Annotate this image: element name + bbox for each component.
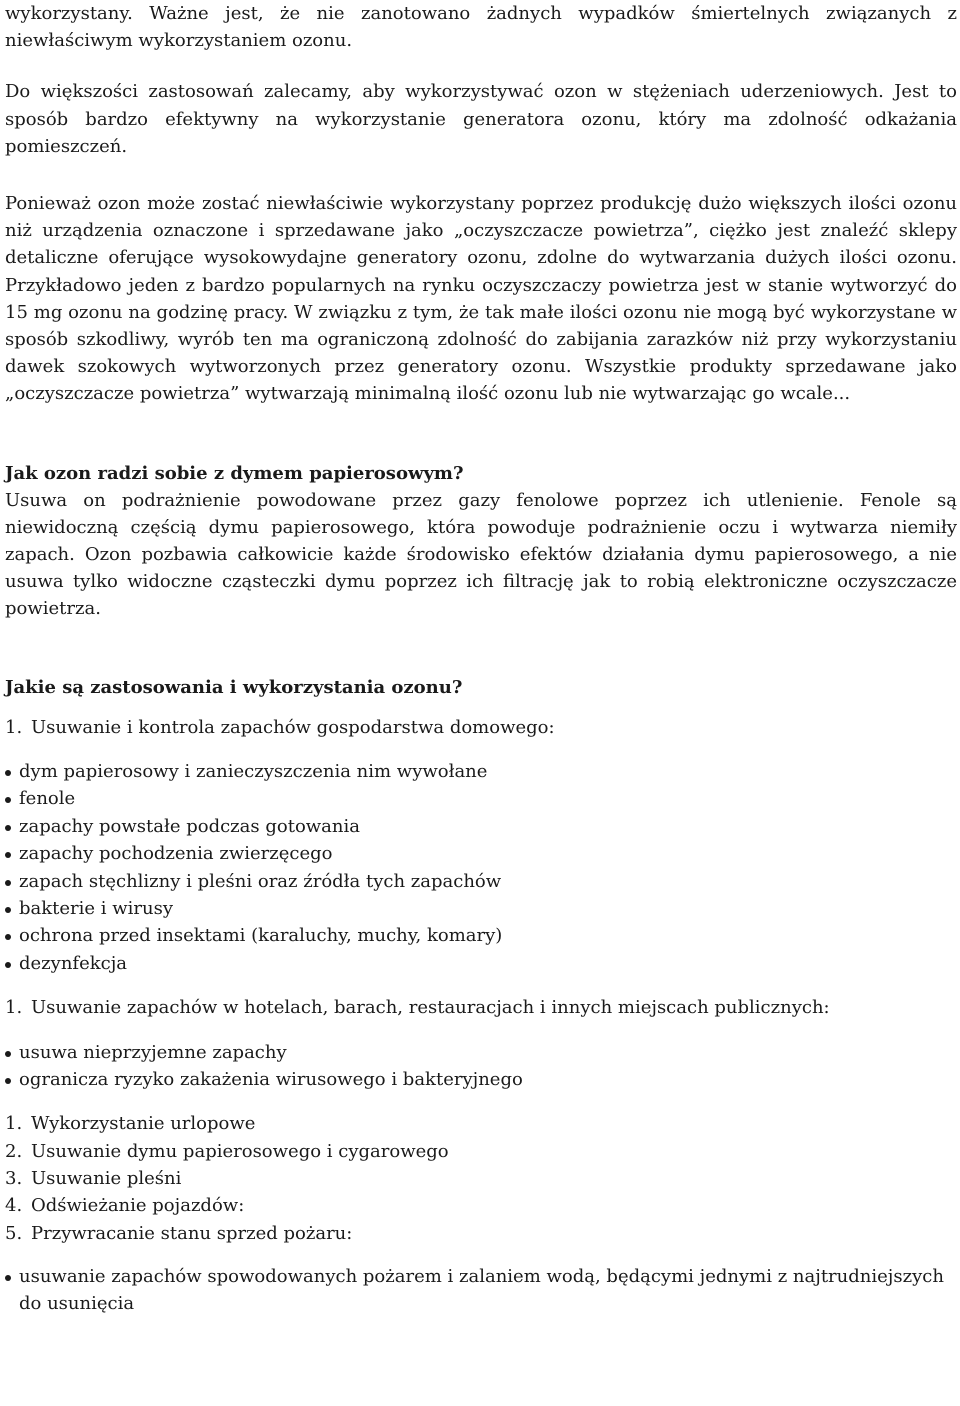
list-item: zapachy pochodzenia zwierzęcego <box>5 840 957 867</box>
numbered-list <box>5 1110 957 1246</box>
item-text: Przywracanie stanu sprzed pożaru: <box>31 1222 353 1244</box>
heading-cigarette-smoke: Jak ozon radzi sobie z dymem papierosowym? <box>5 462 464 484</box>
document-page <box>5 0 957 1318</box>
numbered-item <box>5 1110 957 1137</box>
item-text: Usuwanie dymu papierosowego i cygarowego <box>31 1140 449 1162</box>
list-item: dym papierosowy i zanieczyszczenia nim wywołane <box>5 758 957 785</box>
list-item: dezynfekcja <box>5 950 957 977</box>
list-item: zapach stęchlizny i pleśni oraz źródła tych zapachów <box>5 868 957 895</box>
list-item: fenole <box>5 785 957 812</box>
item-text: Odświeżanie pojazdów: <box>31 1195 245 1217</box>
item-number: 4. <box>5 1195 23 1217</box>
item-text: Usuwanie pleśni <box>31 1167 182 1189</box>
numbered-item <box>5 1165 957 1192</box>
list-item: usuwanie zapachów spowodowanych pożarem i zalaniem wodą, będącymi jednymi z najtrudniejszych do usunięcia <box>5 1263 957 1318</box>
list-item: ochrona przed insektami (karaluchy, muchy, komary) <box>5 922 957 949</box>
paragraph-cigarette-smoke: Usuwa on podrażnienie powodowane przez gazy fenolowe poprzez ich utlenienie. Fenole są niewidoczną częścią dymu papierosowego, która powoduje podrażnienie oczu i wytwarza niemiły zapach. Ozon pozbawia całkowicie każde środowisko efektów działania dymu papierosowego, a nie usuwa tylko widoczne cząsteczki dymu poprzez ich filtrację jak to robią elektroniczne oczyszczacze powietrza. <box>5 489 957 620</box>
list-item: zapachy powstałe podczas gotowania <box>5 813 957 840</box>
item-number: 1. <box>5 997 23 1019</box>
list-item: ogranicza ryzyko zakażenia wirusowego i bakteryjnego <box>5 1066 957 1093</box>
numbered-item <box>5 1220 957 1247</box>
item-number: 5. <box>5 1222 23 1244</box>
item-text: Wykorzystanie urlopowe <box>31 1113 256 1135</box>
bullet-list-household <box>5 758 957 977</box>
paragraph-air-purifiers: Ponieważ ozon może zostać niewłaściwie wykorzystany poprzez produkcję dużo większych ilości ozonu niż urządzenia oznaczone i sprzedawane jako „oczyszczacze powietrza”, ciężko jest znaleźć sklepy detaliczne oferujące wysokowydajne generatory ozonu, zdolne do wytwarzania dużych ilości ozonu. Przykładowo jeden z bardzo popularnych na rynku oczyszczaczy powietrza jest w stanie wytworzyć do 15 mg ozonu na godzinę pracy. W związku z tym, że tak małe ilości ozonu nie mogą być wykorzystane w sposób szkodliwy, wyrób ten ma ograniczoną zdolność do zabijania zarazków niż przy wykorzystaniu dawek szokowych wytworzonych przez generatory ozonu. Wszystkie produkty sprzedawane jako „oczyszczacze powietrza” wytwarzają minimalną ilość ozonu lub nie wytwarzając go wcale... <box>5 193 957 405</box>
bullet-list-fire-restoration <box>5 1263 957 1318</box>
paragraph-shock-concentration: Do większości zastosowań zalecamy, aby wykorzystywać ozon w stężeniach uderzeniowych. Jest to sposób bardzo efektywny na wykorzystanie generatora ozonu, który ma zdolność odkażania pomieszczeń. <box>5 81 957 157</box>
paragraph-intro-tail: wykorzystany. Ważne jest, że nie zanotowano żadnych wypadków śmiertelnych związanych z niewłaściwym wykorzystaniem ozonu. <box>5 3 957 52</box>
list-item: usuwa nieprzyjemne zapachy <box>5 1039 957 1066</box>
numbered-item <box>5 1192 957 1219</box>
numbered-item <box>5 1138 957 1165</box>
item-number: 3. <box>5 1167 23 1189</box>
item-number: 2. <box>5 1140 23 1162</box>
numbered-item-household <box>5 714 957 741</box>
list-item: bakterie i wirusy <box>5 895 957 922</box>
item-number: 1. <box>5 1113 23 1135</box>
item-text: Usuwanie i kontrola zapachów gospodarstwa domowego: <box>31 716 555 738</box>
bullet-list-public-places <box>5 1039 957 1094</box>
numbered-item-public-places <box>5 994 957 1021</box>
heading-ozone-uses: Jakie są zastosowania i wykorzystania ozonu? <box>5 676 463 698</box>
item-text: Usuwanie zapachów w hotelach, barach, restauracjach i innych miejscach publicznych: <box>31 997 830 1019</box>
item-number: 1. <box>5 716 23 738</box>
